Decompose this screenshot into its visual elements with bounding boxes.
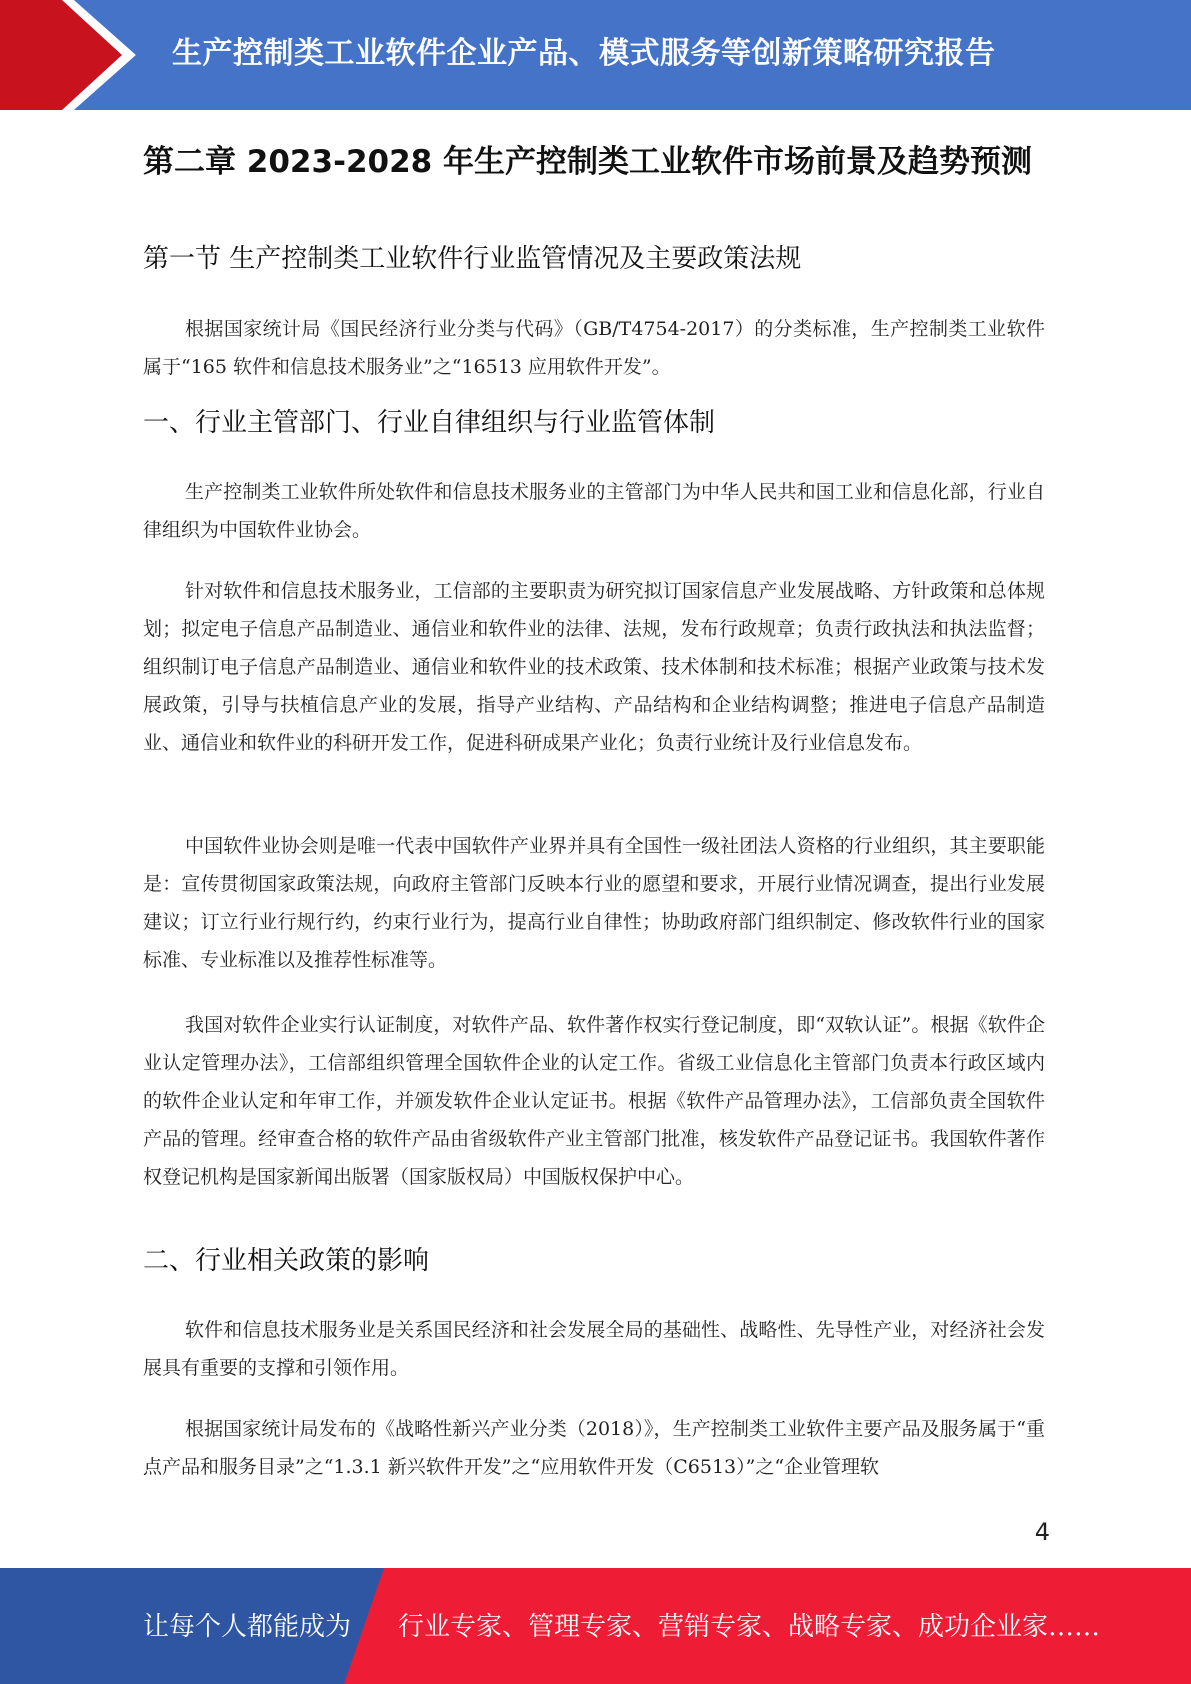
subsection-title-2: 二、行业相关政策的影响	[143, 1246, 430, 1276]
chapter-title: 第二章 2023-2028 年生产控制类工业软件市场前景及趋势预测	[143, 144, 1033, 180]
footer-slogan-left: 让每个人都能成为	[143, 1612, 352, 1642]
section-title: 第一节 生产控制类工业软件行业监管情况及主要政策法规	[143, 244, 802, 274]
paragraph: 中国软件业协会则是唯一代表中国软件产业界并具有全国性一级社团法人资格的行业组织，其主要职能是：宣传贯彻国家政策法规，向政府主管部门反映本行业的愿望和要求，开展行业情况调查，提出行业发展建议；订立行业行规行约，约束行业行为，提高行业自律性；协助政府部门组织制定、修改软件行业的国家标准、专业标准以及推荐性标准等。	[143, 835, 1045, 971]
report-title: 生产控制类工业软件企业产品、模式服务等创新策略研究报告	[172, 36, 996, 71]
paragraph: 针对软件和信息技术服务业，工信部的主要职责为研究拟订国家信息产业发展战略、方针政策和总体规划；拟定电子信息产品制造业、通信业和软件业的法律、法规，发布行政规章；负责行政执法和执法监督；组织制订电子信息产品制造业、通信业和软件业的技术政策、技术体制和技术标准；根据产业政策与技术发展政策，引导与扶植信息产业的发展，指导产业结构、产品结构和企业结构调整；推进电子信息产品制造业、通信业和软件业的科研开发工作，促进科研成果产业化；负责行业统计及行业信息发布。	[143, 580, 1045, 754]
paragraph: 生产控制类工业软件所处软件和信息技术服务业的主管部门为中华人民共和国工业和信息化部，行业自律组织为中国软件业协会。	[143, 481, 1045, 541]
page-number: 4	[1034, 1518, 1050, 1546]
header-chevron-shape	[0, 0, 160, 110]
footer-slogan-right: 行业专家、管理专家、营销专家、战略专家、成功企业家……	[398, 1612, 1101, 1642]
paragraph: 软件和信息技术服务业是关系国民经济和社会发展全局的基础性、战略性、先导性产业，对经济社会发展具有重要的支撑和引领作用。	[143, 1319, 1045, 1379]
paragraph: 根据国家统计局发布的《战略性新兴产业分类（2018）》，生产控制类工业软件主要产品及服务属于“重点产品和服务目录”之“1.3.1 新兴软件开发”之“应用软件开发（C6513）”之“企业管理软	[143, 1418, 1045, 1478]
footer-band	[0, 1568, 1191, 1684]
header-band	[0, 0, 1191, 110]
section-intro-paragraph: 根据国家统计局《国民经济行业分类与代码》（GB/T4754-2017）的分类标准，生产控制类工业软件属于“165 软件和信息技术服务业”之“16513 应用软件开发”。	[143, 318, 1045, 378]
document-body	[143, 140, 1045, 1478]
subsection-title-1: 一、行业主管部门、行业自律组织与行业监管体制	[143, 408, 716, 438]
paragraph: 我国对软件企业实行认证制度，对软件产品、软件著作权实行登记制度，即“双软认证”。根据《软件企业认定管理办法》，工信部组织管理全国软件企业的认定工作。省级工业信息化主管部门负责本行政区域内的软件企业认定和年审工作，并颁发软件企业认定证书。根据《软件产品管理办法》，工信部负责全国软件产品的管理。经审查合格的软件产品由省级软件产业主管部门批准，核发软件产品登记证书。我国软件著作权登记机构是国家新闻出版署（国家版权局）中国版权保护中心。	[143, 1014, 1045, 1188]
